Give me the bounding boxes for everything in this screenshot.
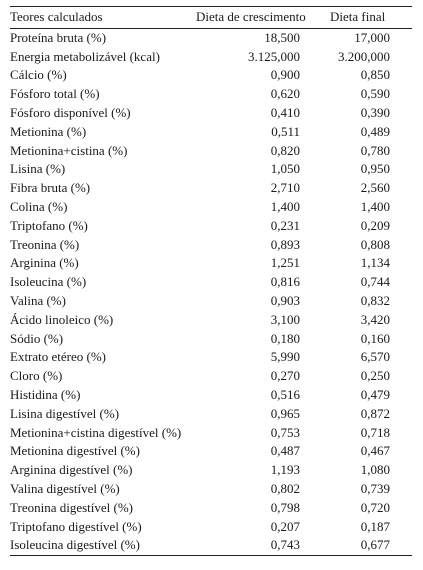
final-diet-value: 3.200,000 — [338, 48, 390, 64]
table-row — [10, 330, 412, 349]
nutrient-name: Metionina (%) — [10, 123, 87, 139]
growth-diet-value: 0,487 — [270, 443, 300, 459]
table-row — [10, 236, 412, 255]
table-row — [10, 198, 412, 217]
final-diet-value: 0,739 — [360, 480, 390, 496]
nutrient-name: Arginina digestível (%) — [10, 462, 133, 478]
final-diet-value: 0,390 — [360, 104, 390, 120]
table-row — [10, 142, 412, 161]
table-row — [10, 217, 412, 236]
table-row — [10, 499, 412, 518]
growth-diet-value: 2,710 — [270, 180, 300, 196]
growth-diet-value: 0,511 — [271, 123, 300, 139]
growth-diet-value: 0,207 — [270, 518, 300, 534]
table-row — [10, 461, 412, 480]
nutrient-name: Ácido linoleico (%) — [10, 311, 114, 327]
growth-diet-value: 1,400 — [270, 198, 300, 214]
growth-diet-value: 0,516 — [270, 386, 300, 402]
final-diet-value: 0,160 — [360, 330, 390, 346]
final-diet-value: 1,080 — [360, 462, 390, 478]
final-diet-value: 3,420 — [360, 311, 390, 327]
growth-diet-value: 0,900 — [270, 67, 300, 83]
table-row — [10, 104, 412, 123]
table-row — [10, 273, 412, 292]
growth-diet-value: 1,050 — [270, 161, 300, 177]
growth-diet-value: 3.125,000 — [248, 48, 300, 64]
nutrient-name: Sódio (%) — [10, 330, 64, 346]
nutrient-name: Lisina (%) — [10, 161, 66, 177]
table-row — [10, 348, 412, 367]
nutrient-name: Metionina digestível (%) — [10, 443, 140, 459]
final-diet-value: 0,744 — [360, 274, 390, 290]
nutrient-name: Histidina (%) — [10, 386, 81, 402]
final-diet-value: 0,780 — [360, 142, 390, 158]
final-diet-value: 0,872 — [360, 405, 390, 421]
growth-diet-value: 0,180 — [270, 330, 300, 346]
growth-diet-value: 0,231 — [270, 217, 300, 233]
nutrient-name: Isoleucina (%) — [10, 274, 87, 290]
nutrient-name: Proteína bruta (%) — [10, 29, 107, 45]
final-diet-value: 0,209 — [360, 217, 390, 233]
nutrient-name: Treonina digestível (%) — [10, 499, 133, 515]
final-diet-value: 0,850 — [360, 67, 390, 83]
nutrient-name: Fibra bruta (%) — [10, 180, 91, 196]
table-row — [10, 28, 412, 47]
final-diet-value: 0,808 — [360, 236, 390, 252]
nutrient-name: Cloro (%) — [10, 368, 63, 384]
table-row — [10, 48, 412, 67]
growth-diet-value: 0,270 — [270, 368, 300, 384]
growth-diet-value: 0,965 — [270, 405, 300, 421]
nutrient-name: Fósforo disponível (%) — [10, 104, 131, 120]
final-diet-value: 0,489 — [360, 123, 390, 139]
growth-diet-value: 0,820 — [270, 142, 300, 158]
nutrient-name: Treonina (%) — [10, 236, 80, 252]
nutrient-name: Extrato etéreo (%) — [10, 349, 107, 365]
final-diet-value: 0,250 — [360, 368, 390, 384]
table-row — [10, 367, 412, 386]
table-row — [10, 386, 412, 405]
table-body — [10, 28, 412, 555]
growth-diet-value: 5,990 — [270, 349, 300, 365]
header-final-diet: Dieta final — [330, 9, 386, 24]
table-row — [10, 123, 412, 142]
growth-diet-value: 0,410 — [270, 104, 300, 120]
final-diet-value: 0,677 — [360, 537, 390, 553]
growth-diet-value: 0,802 — [270, 480, 300, 496]
final-diet-value: 0,590 — [360, 86, 390, 102]
nutrient-name: Metionina+cistina digestível (%) — [10, 424, 182, 440]
table-row — [10, 424, 412, 443]
nutrient-name: Arginina (%) — [10, 255, 79, 271]
final-diet-value: 0,950 — [360, 161, 390, 177]
final-diet-value: 0,479 — [360, 386, 390, 402]
growth-diet-value: 0,743 — [270, 537, 300, 553]
growth-diet-value: 0,620 — [270, 86, 300, 102]
nutrient-name: Fósforo total (%) — [10, 86, 100, 102]
final-diet-value: 1,400 — [360, 198, 390, 214]
final-diet-value: 0,832 — [360, 292, 390, 308]
final-diet-value: 1,134 — [360, 255, 390, 271]
nutrient-table-container — [10, 6, 412, 556]
nutrient-name: Triptofano digestível (%) — [10, 518, 142, 534]
growth-diet-value: 1,193 — [270, 462, 300, 478]
nutrient-name: Metionina+cistina (%) — [10, 142, 128, 158]
final-diet-value: 17,000 — [354, 29, 390, 45]
nutrient-name: Triptofano (%) — [10, 217, 88, 233]
nutrient-table — [10, 6, 412, 556]
growth-diet-value: 0,893 — [270, 236, 300, 252]
table-row — [10, 179, 412, 198]
table-header — [10, 7, 412, 29]
final-diet-value: 0,720 — [360, 499, 390, 515]
table-row — [10, 66, 412, 85]
nutrient-name: Cálcio (%) — [10, 67, 67, 83]
nutrient-name: Colina (%) — [10, 198, 68, 214]
final-diet-value: 0,718 — [360, 424, 390, 440]
header-growth-diet: Dieta de crescimento — [196, 9, 306, 24]
header-row — [10, 7, 412, 29]
growth-diet-value: 0,903 — [270, 292, 300, 308]
table-row — [10, 405, 412, 424]
growth-diet-value: 0,798 — [270, 499, 300, 515]
nutrient-name: Valina digestível (%) — [10, 480, 120, 496]
table-row — [10, 442, 412, 461]
final-diet-value: 6,570 — [360, 349, 390, 365]
growth-diet-value: 0,816 — [270, 274, 300, 290]
table-row — [10, 518, 412, 537]
final-diet-value: 0,467 — [360, 443, 390, 459]
table-row — [10, 311, 412, 330]
growth-diet-value: 18,500 — [264, 29, 300, 45]
final-diet-value: 0,187 — [360, 518, 390, 534]
table-row — [10, 160, 412, 179]
nutrient-name: Isoleucina digestível (%) — [10, 537, 140, 553]
growth-diet-value: 0,753 — [270, 424, 300, 440]
final-diet-value: 2,560 — [360, 180, 390, 196]
growth-diet-value: 1,251 — [270, 255, 300, 271]
header-calculated-contents: Teores calculados — [10, 9, 103, 24]
table-row — [10, 85, 412, 104]
table-row — [10, 536, 412, 555]
table-row — [10, 480, 412, 499]
table-row — [10, 292, 412, 311]
nutrient-name: Energia metabolizável (kcal) — [10, 48, 160, 64]
nutrient-name: Lisina digestível (%) — [10, 405, 120, 421]
table-row — [10, 254, 412, 273]
growth-diet-value: 3,100 — [270, 311, 300, 327]
nutrient-name: Valina (%) — [10, 292, 66, 308]
